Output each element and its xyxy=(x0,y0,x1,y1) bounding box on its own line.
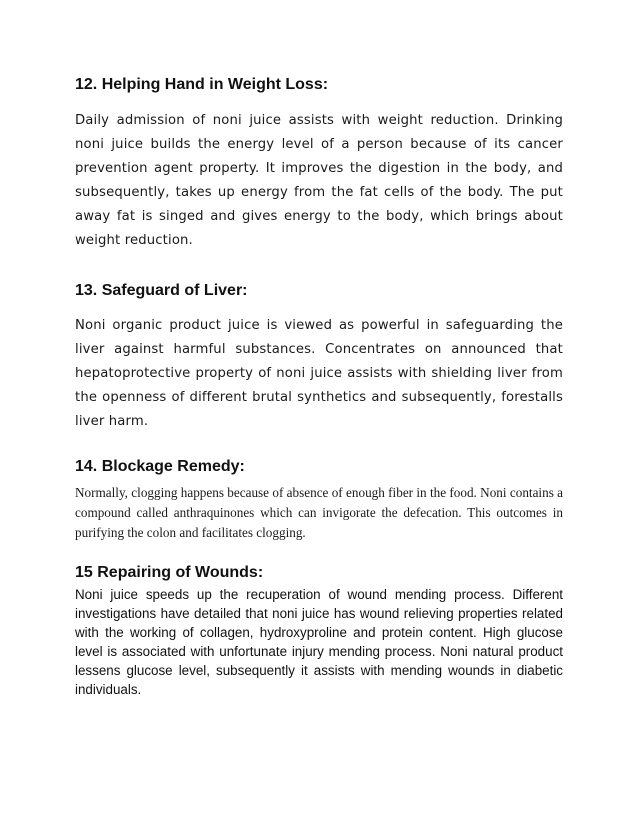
section-heading: 15 Repairing of Wounds: xyxy=(75,564,264,581)
section-blockage xyxy=(75,457,563,543)
section-body: Normally, clogging happens because of absence of enough fiber in the food. Noni contains a compound called anthraquinones which can invigorate the defecation. This outcomes in purifying the colon and facilitates clogging. xyxy=(75,485,563,540)
section-weight-loss xyxy=(75,75,563,253)
section-liver xyxy=(75,281,563,434)
section-heading: 14. Blockage Remedy: xyxy=(75,458,245,475)
section-body: Daily admission of noni juice assists with weight reduction. Drinking noni juice builds the energy level of a person because of its cancer prevention agent property. It improves the digestion in the body, and subsequently, takes up energy from the fat cells of the body. The put away fat is singed and gives energy to the body, which brings about weight reduction. xyxy=(75,113,563,248)
section-body: Noni juice speeds up the recuperation of wound mending process. Different investigations have detailed that noni juice has wound relieving properties related with the working of collagen, hydroxyproline and protein content. High glucose level is associated with unfortunate injury mending process. Noni natural product lessens glucose level, subsequently it assists with mending wounds in diabetic individuals. xyxy=(75,587,563,697)
section-heading: 13. Safeguard of Liver: xyxy=(75,282,248,299)
section-heading: 12. Helping Hand in Weight Loss: xyxy=(75,76,329,93)
section-wounds xyxy=(75,563,563,699)
section-body: Noni organic product juice is viewed as powerful in safeguarding the liver against harmful substances. Concentrates on announced that hepatoprotective property of noni juice assists with shielding liver from the openness of different brutal synthetics and subsequently, forestalls liver harm. xyxy=(75,318,563,429)
